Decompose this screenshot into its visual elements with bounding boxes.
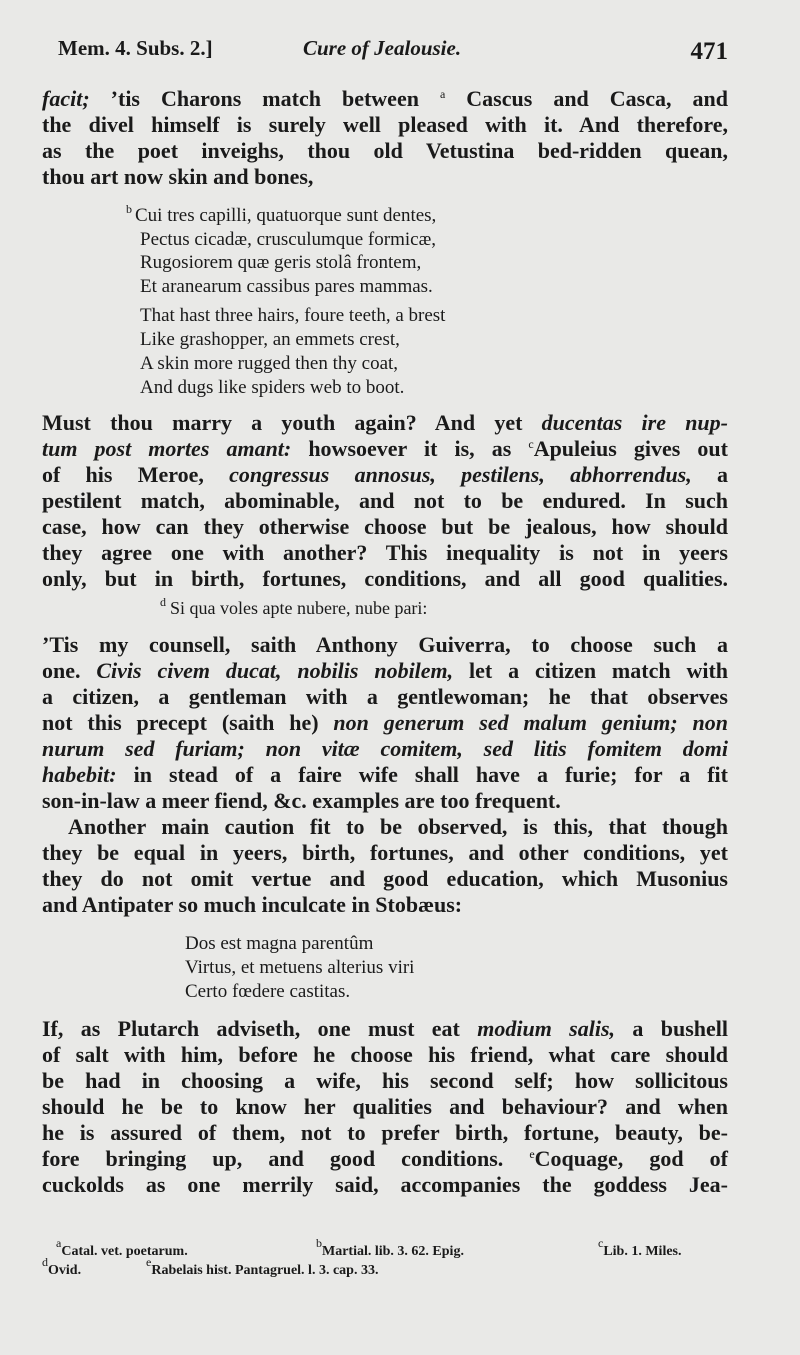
verse-line: Pectus cicadæ, crusculumque formicæ,: [140, 228, 437, 250]
paragraph-3: [42, 632, 728, 814]
italic-words: congressus annosus, pestilens, abhorrendus,: [229, 462, 692, 487]
text-run: Si qua voles apte nubere, nube pari:: [170, 598, 428, 618]
latin-verse-2: [185, 932, 414, 1004]
text-line: should he be to know her qualities and behaviour? and when: [42, 1094, 728, 1119]
footnote-marker: c: [598, 1236, 604, 1250]
text-line: they agree one with another? This inequality is not in yeers: [42, 540, 728, 565]
italic-words: nurum sed furiam; non vitæ comitem, sed litis fomitem domi: [42, 736, 728, 761]
section-reference: Mem. 4. Subs. 2.]: [58, 36, 213, 60]
running-header: [58, 32, 728, 68]
text-line: cuckolds as one merrily said, accompanies the goddess Jea-: [42, 1172, 728, 1197]
italic-words: habebit:: [42, 762, 117, 787]
text-line: [42, 1016, 728, 1042]
text-line: pestilent match, abominable, and not to be endured. In such: [42, 488, 728, 513]
footnote-b: [316, 1236, 464, 1261]
verse-line: A skin more rugged then thy coat,: [140, 353, 399, 374]
text-line: only, but in birth, fortunes, conditions, and all good qualities.: [42, 566, 728, 591]
text-line: they do not omit vertue and good education, which Musonius: [42, 866, 728, 891]
footnote-e: [146, 1255, 379, 1280]
footnote-text: Rabelais hist. Pantagruel. l. 3. cap. 33.: [151, 1263, 379, 1278]
text-run: Apuleius gives out: [533, 436, 728, 461]
latin-quote: [160, 595, 428, 619]
text-run: ’tis Charons match between: [89, 86, 440, 111]
verse-line: Rugosiorem quæ geris stolâ frontem,: [140, 252, 422, 273]
text-line: they be equal in yeers, birth, fortunes, and other conditions, yet: [42, 840, 728, 865]
text-line: thou art now skin and bones,: [42, 164, 314, 189]
paragraph-2: [42, 410, 728, 592]
text-line: and Antipater so much inculcate in Stobæus:: [42, 892, 463, 917]
text-run: Cui tres capilli, quatuorque sunt dentes,: [135, 205, 437, 226]
verse-line: Et aranearum cassibus pares mammas.: [140, 275, 433, 297]
page-number: 471: [690, 38, 728, 65]
paragraph-4: [42, 814, 728, 918]
footnote-a: [56, 1236, 188, 1261]
text-run: in stead of a faire wife shall have a furie; for a fit: [116, 762, 728, 787]
verse-line: Certo fœdere castitas.: [185, 981, 351, 1002]
text-line: of salt with him, before he choose his friend, what care should: [42, 1042, 728, 1067]
text-run: not this precept (saith he): [42, 710, 334, 735]
text-run: let a citizen match with: [453, 658, 729, 683]
text-line: case, how can they otherwise choose but be jealous, how should: [42, 514, 728, 539]
text-line: Another main caution fit to be observed, is this, that though: [68, 814, 728, 839]
text-run: a: [691, 462, 728, 487]
text-line: the divel himself is surely well pleased with it. And therefore,: [42, 112, 728, 137]
text-line: [42, 410, 728, 436]
footnote-marker: d: [160, 595, 166, 609]
text-run: howsoever it is, as: [291, 436, 529, 461]
italic-words: ducentas ire nup-: [541, 410, 728, 435]
latin-verse: [126, 202, 437, 298]
text-run: fore bringing up, and good conditions.: [42, 1146, 530, 1171]
text-line: as the poet inveighs, thou old Vetustina bed-ridden quean,: [42, 138, 728, 163]
text-run: of his Meroe,: [42, 462, 230, 487]
footnote-marker: c: [528, 437, 534, 451]
text-line: [42, 736, 728, 762]
text-line: [42, 436, 728, 462]
footnote-d: [42, 1255, 82, 1280]
text-run: one.: [42, 658, 97, 683]
footnote-marker: e: [146, 1255, 152, 1269]
italic-words: non generum sed malum genium; non: [333, 710, 728, 735]
footnote-marker: b: [126, 202, 132, 216]
verse-line: Like grashopper, an emmets crest,: [140, 329, 400, 350]
footnote-marker: d: [42, 1255, 48, 1269]
text-run: Must thou marry a youth again? And yet: [42, 410, 542, 435]
text-line: be had in choosing a wife, his second self; how sollicitous: [42, 1068, 728, 1093]
text-line: ’Tis my counsell, saith Anthony Guiverra, to choose such a: [42, 632, 728, 657]
text-run: a bushell: [615, 1016, 728, 1041]
footnote-c: [598, 1236, 682, 1261]
italic-words: Civis civem ducat, nobilis nobilem,: [96, 658, 454, 683]
paragraph-5: [42, 1016, 728, 1198]
verse-line: [126, 202, 437, 228]
footnote-text: Lib. 1. Miles.: [603, 1244, 682, 1259]
text-line: son-in-law a meer fiend, &c. examples are too frequent.: [42, 788, 561, 813]
verse-line: Dos est magna parentûm: [185, 933, 374, 954]
text-line: he is assured of them, not to prefer birth, fortune, beauty, be-: [42, 1120, 728, 1145]
verse-line: Virtus, et metuens alterius viri: [185, 957, 415, 978]
italic-word: facit;: [42, 86, 90, 111]
footnote-text: Martial. lib. 3. 62. Epig.: [322, 1244, 464, 1259]
text-line: [42, 86, 728, 112]
english-verse: [140, 304, 445, 400]
footnote-marker: a: [439, 87, 446, 101]
text-line: [42, 462, 728, 488]
italic-words: modium salis,: [477, 1016, 616, 1041]
text-line: [42, 1146, 728, 1172]
verse-line: And dugs like spiders web to boot.: [140, 377, 405, 398]
paragraph-1: [42, 86, 728, 190]
text-line: [42, 658, 728, 684]
footnote-marker: b: [316, 1236, 322, 1250]
text-run: If, as Plutarch adviseth, one must eat: [42, 1016, 478, 1041]
text-run: Coquage, god of: [534, 1146, 728, 1171]
text-line: [42, 762, 728, 788]
text-line: [42, 710, 728, 736]
text-line: a citizen, a gentleman with a gentlewoman; he that observes: [42, 684, 728, 709]
footnote-text: Catal. vet. poetarum.: [61, 1244, 188, 1259]
footnote-text: Ovid.: [48, 1263, 82, 1278]
verse-line: That hast three hairs, foure teeth, a brest: [140, 305, 446, 326]
text-run: Cascus and Casca, and: [445, 86, 728, 111]
footnote-marker: e: [529, 1147, 535, 1161]
footnote-marker: a: [56, 1236, 62, 1250]
running-title: Cure of Jealousie.: [303, 36, 462, 60]
italic-words: tum post mortes amant:: [42, 436, 292, 461]
